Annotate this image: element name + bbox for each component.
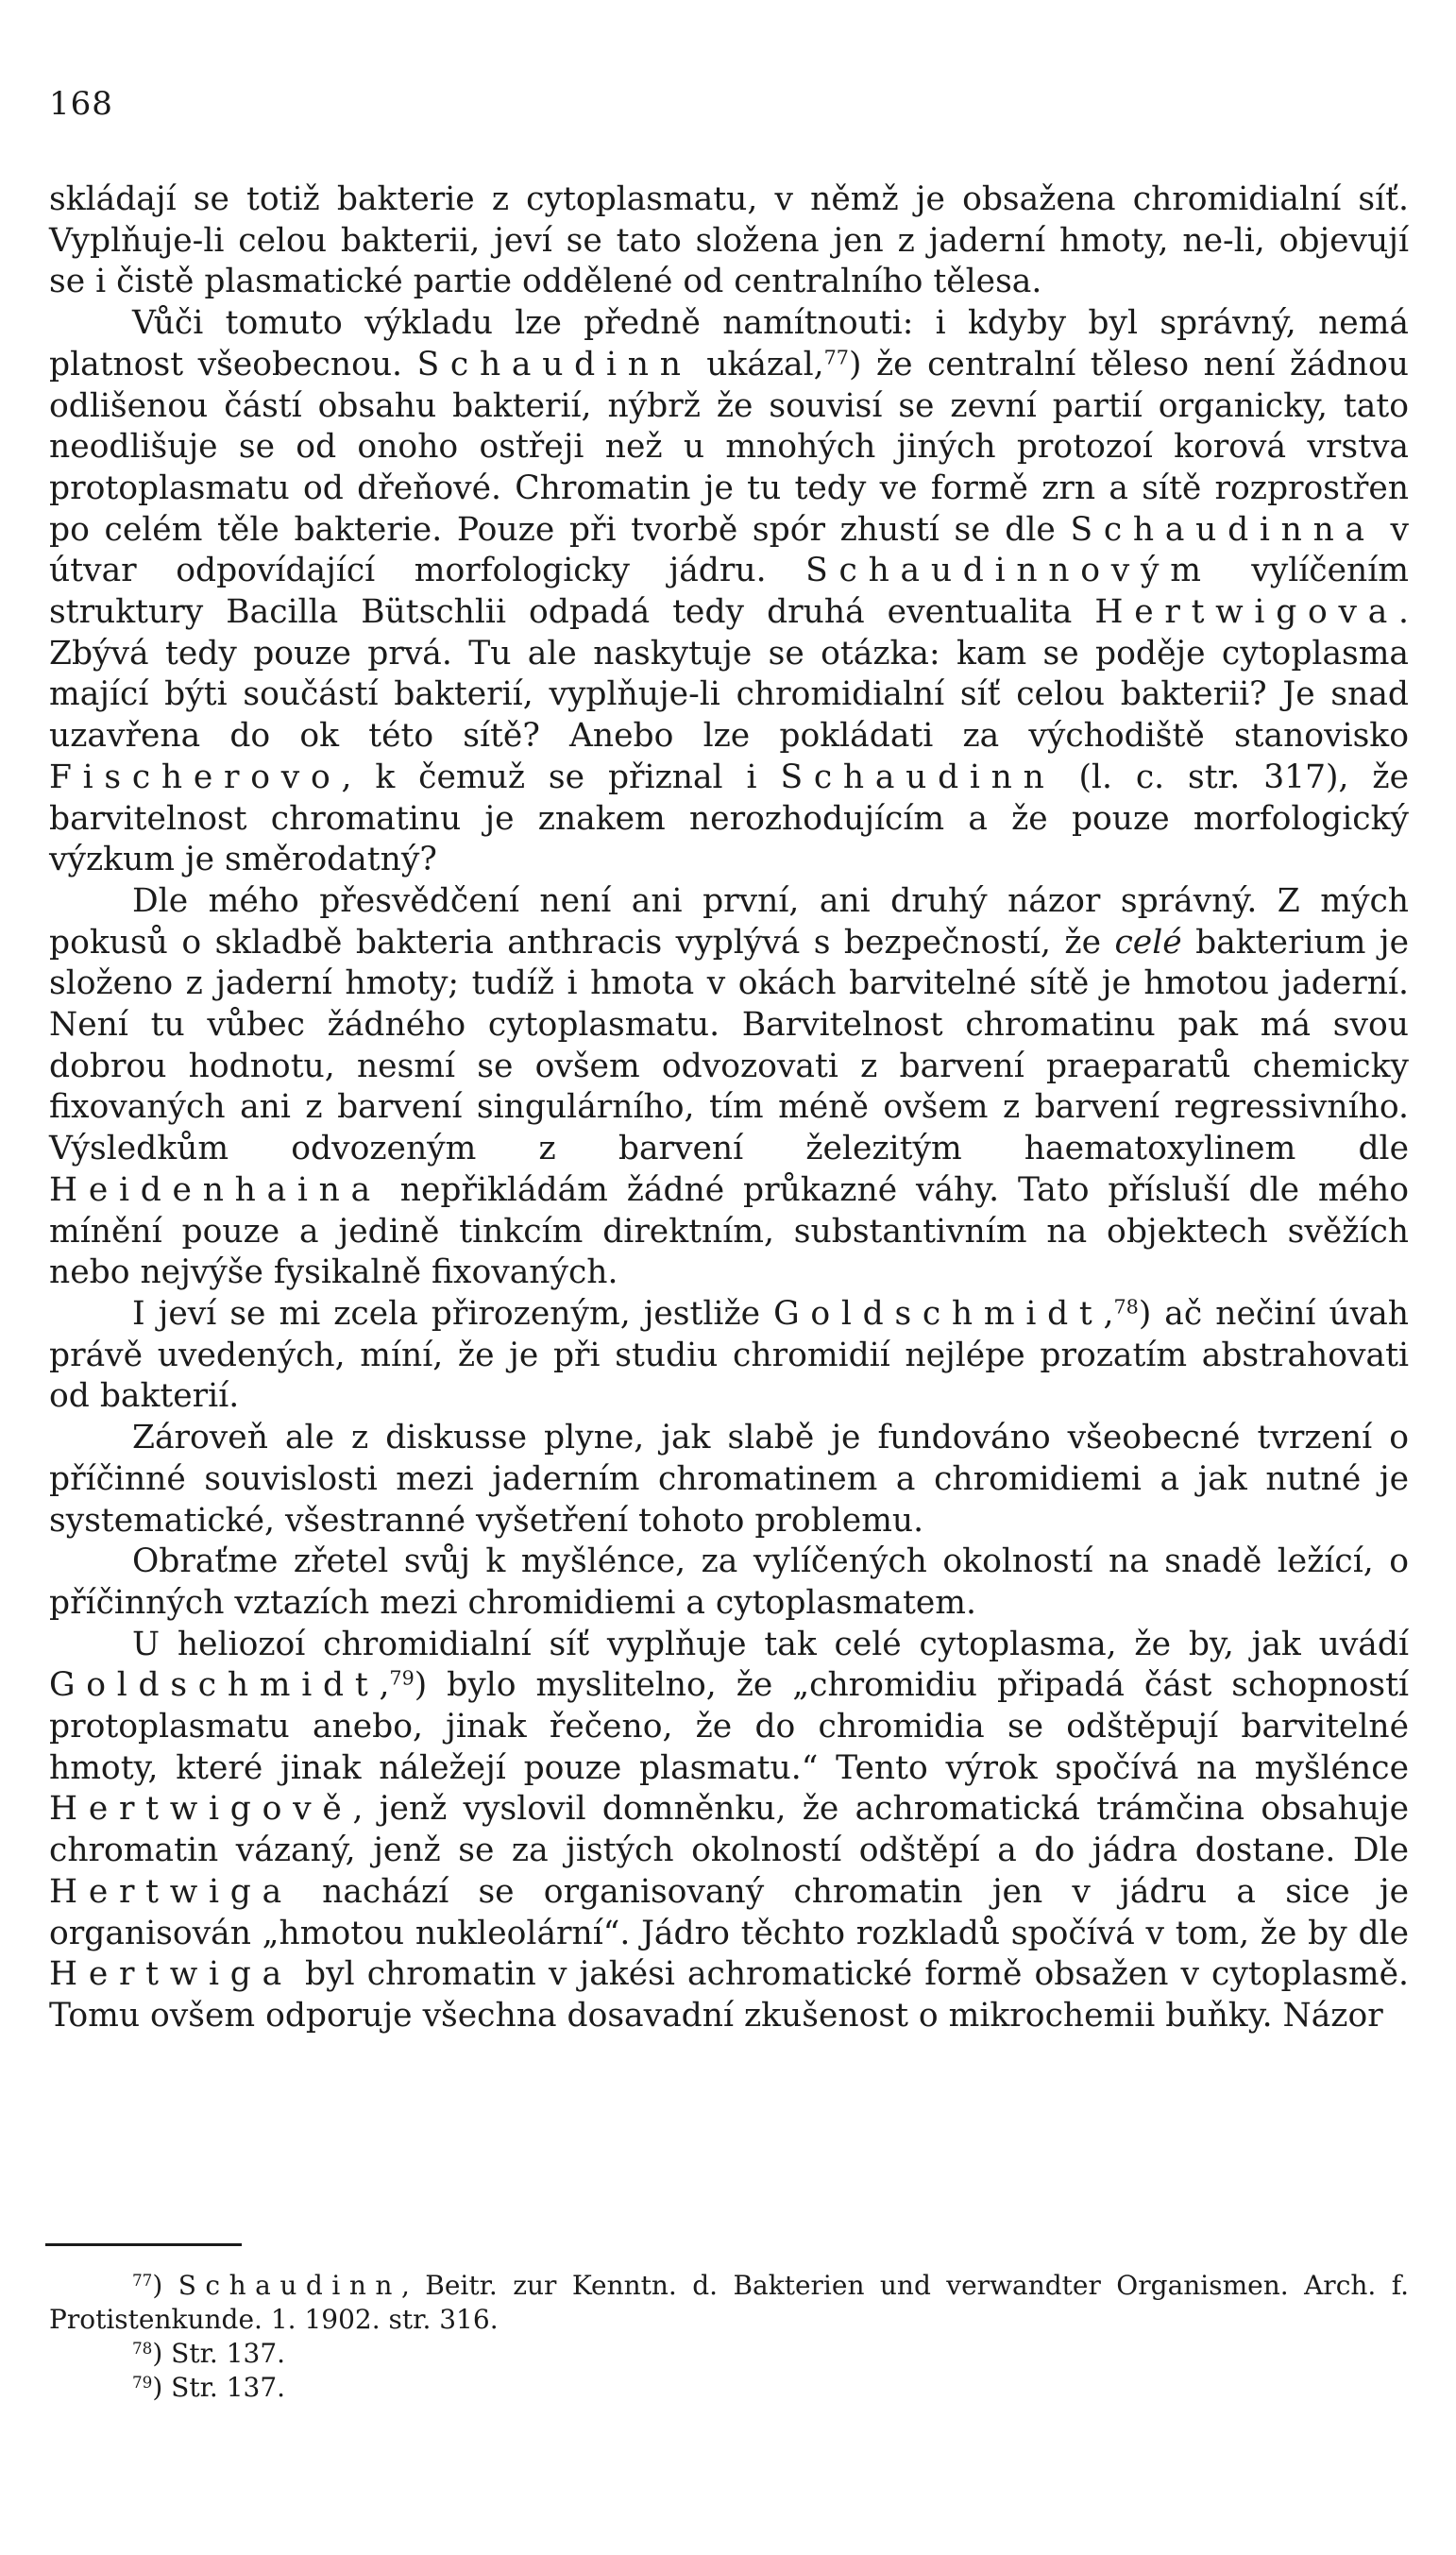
text-run: , k čemuž se přiznal i bbox=[341, 758, 781, 796]
text-run: skládají se totiž bakterie z cytoplasmatu, v němž je obsažena chromidialní síť. Vyplňuje-li celou bakterii, jeví se tato složena jen z jaderní hmoty, ne-li, objevují se i čistě plasmatické partie oddělené od centralního tělesa. bbox=[49, 180, 1409, 301]
text-run: ukázal, bbox=[691, 345, 824, 383]
author-name: Schaudinn bbox=[780, 758, 1056, 796]
text-run: ) Str. 137. bbox=[152, 2338, 286, 2369]
text-run: I jeví se mi zcela přirozeným, jestliže bbox=[132, 1294, 774, 1333]
text-run: nachází se organisovaný chromatin jen v jádru a sice je organisován „hmotou nukleolární“. Jádro těchto rozkladů spočívá v tom, že by dle bbox=[49, 1872, 1409, 1952]
text-run: U heliozoí chromidialní síť vyplňuje tak celé cytoplasma, že by, jak uvádí bbox=[132, 1625, 1409, 1663]
footnotes bbox=[49, 2269, 1409, 2405]
author-name: Goldschmidt bbox=[49, 1666, 380, 1705]
emphasis: celé bbox=[1114, 923, 1182, 962]
author-name: Fischerovo bbox=[49, 758, 342, 796]
paragraph bbox=[49, 179, 1409, 303]
text-run: Obraťme zřetel svůj k myšlénce, za vylíčených okolností na snadě ležící, o příčinných vztazích mezi chromidiemi a cytoplasmatem. bbox=[49, 1542, 1409, 1622]
paragraph bbox=[49, 881, 1409, 1294]
text-run: ) ač nečiní úvah právě uvedených, míní, že je při studiu chromidií nejlépe prozatím abstrahovati od bakterií. bbox=[49, 1294, 1409, 1416]
footnote-marker: 77 bbox=[823, 346, 849, 369]
paragraph bbox=[49, 303, 1409, 881]
text-run: , jenž vyslovil domněnku, že achromatická trámčina obsahuje chromatin vázaný, jenž se za jistých okolností odštěpí a do jádra dostane. Dle bbox=[49, 1790, 1409, 1870]
footnote-marker: 78 bbox=[132, 2338, 153, 2358]
text-run: ) bylo myslitelno, že „chromidiu připadá část schopností protoplasmatu anebo, jinak řečeno, že do chromidia se odštěpují barvitelné hmoty, které jinak náležejí pouze plasmatu.“ Tento výrok spočívá na myšlénce bbox=[49, 1666, 1409, 1787]
footnote bbox=[49, 2337, 1409, 2371]
footnote-marker: 78 bbox=[1113, 1295, 1139, 1319]
body-text bbox=[49, 179, 1409, 2037]
text-run: byl chromatin v jakési achromatické formě obsažen v cytoplasmě. Tomu ovšem odporuje všechna dosavadní zkušenost o mikrochemii buňky. Názor bbox=[49, 1955, 1409, 2035]
author-name: Heidenhaina bbox=[49, 1170, 381, 1209]
author-name: Schaudinna bbox=[1070, 510, 1376, 549]
text-run: (l. c. str. 317), že barvitelnost chromatinu je znakem nerozhodujícím a že pouze morfologický výzkum je směrodatný? bbox=[49, 758, 1409, 879]
paragraph bbox=[49, 1294, 1409, 1418]
paragraph bbox=[49, 1625, 1409, 2037]
footnote-marker: 79 bbox=[389, 1666, 415, 1690]
author-name: Schaudinn bbox=[416, 345, 692, 383]
author-name: Goldschmidt bbox=[773, 1294, 1104, 1333]
text-run: Dle mého přesvědčení není ani první, ani druhý názor správný. Z mých pokusů o skladbě bakteria anthracis vyplývá s bezpečností, že bbox=[49, 881, 1409, 962]
author-name: Hertwiga bbox=[49, 1955, 293, 1994]
text-run: , bbox=[379, 1666, 390, 1705]
text-run: nepřikládám žádné průkazné váhy. Tato přísluší dle mého mínění pouze a jedině tinkcím direktním, substantivním na objektech svěžích nebo nejvýše fysikalně fixovaných. bbox=[49, 1170, 1409, 1292]
text-run: v útvar odpovídající morfologicky jádru. bbox=[49, 510, 1409, 590]
text-run: vylíčením struktury Bacilla Bütschlii odpadá tedy druhá eventualita bbox=[49, 552, 1409, 632]
footnote-marker: 77 bbox=[132, 2270, 153, 2290]
text-run: ) Str. 137. bbox=[152, 2372, 286, 2403]
author-name: Hertwigova bbox=[1094, 593, 1399, 632]
author-name: Schaudinn bbox=[178, 2270, 401, 2301]
footnote bbox=[49, 2269, 1409, 2337]
author-name: Hertwiga bbox=[49, 1872, 293, 1911]
paragraph bbox=[49, 1418, 1409, 1542]
paragraph bbox=[49, 1542, 1409, 1624]
author-name: Schaudinnovým bbox=[805, 552, 1212, 590]
text-run: Vůči tomuto výkladu lze předně namítnouti: i kdyby byl správný, nemá platnost všeobecnou. bbox=[49, 304, 1409, 383]
text-run: ) že centralní těleso není žádnou odlišenou částí obsahu bakterií, nýbrž že souvisí se zevní partií organicky, tato neodlišuje se od onoho ostřeji než u mnohých jiných protozoí korová vrstva protoplasmatu od dřeňové. Chromatin je tu tedy ve formě zrn a sítě rozprostřen po celém těle bakterie. Pouze při tvorbě spór zhustí se dle bbox=[49, 345, 1409, 549]
author-name: Hertwigově bbox=[49, 1790, 353, 1829]
text-run: . Zbývá tedy pouze prvá. Tu ale naskytuje se otázka: kam se poděje cytoplasma mající býti součástí bakterií, vyplňuje-li chromidialní síť celou bakterii? Je snad uzavřena do ok této sítě? Anebo lze pokládati za východiště stanovisko bbox=[49, 593, 1409, 756]
text-run: , bbox=[1103, 1294, 1114, 1333]
footnote-marker: 79 bbox=[132, 2372, 153, 2392]
text-run: bakterium je složeno z jaderní hmoty; tudíž i hmota v okách barvitelné sítě je hmotou jaderní. Není tu vůbec žádného cytoplasmatu. Barvitelnost chromatinu pak má svou dobrou hodnotu, nesmí se ovšem odvozovati z barvení praeparatů chemicky fixovaných ani z barvení singulárního, tím méně ovšem z barvení regressivního. Výsledkům odvozeným z barvení železitým haematoxylinem dle bbox=[49, 923, 1409, 1168]
text-run: Zároveň ale z diskusse plyne, jak slabě je fundováno všeobecné tvrzení o příčinné souvislosti mezi jaderním chromatinem a chromidiemi a jak nutné je systematické, všestranné vyšetření tohoto problemu. bbox=[49, 1419, 1409, 1540]
page-number: 168 bbox=[49, 85, 113, 123]
text-run: , Beitr. zur Kenntn. d. Bakterien und verwandter Organismen. Arch. f. Protistenkunde. 1. 1902. str. 316. bbox=[49, 2270, 1409, 2335]
footnote bbox=[49, 2371, 1409, 2405]
text-run: ) bbox=[152, 2270, 178, 2301]
footnote-divider bbox=[45, 2243, 242, 2246]
